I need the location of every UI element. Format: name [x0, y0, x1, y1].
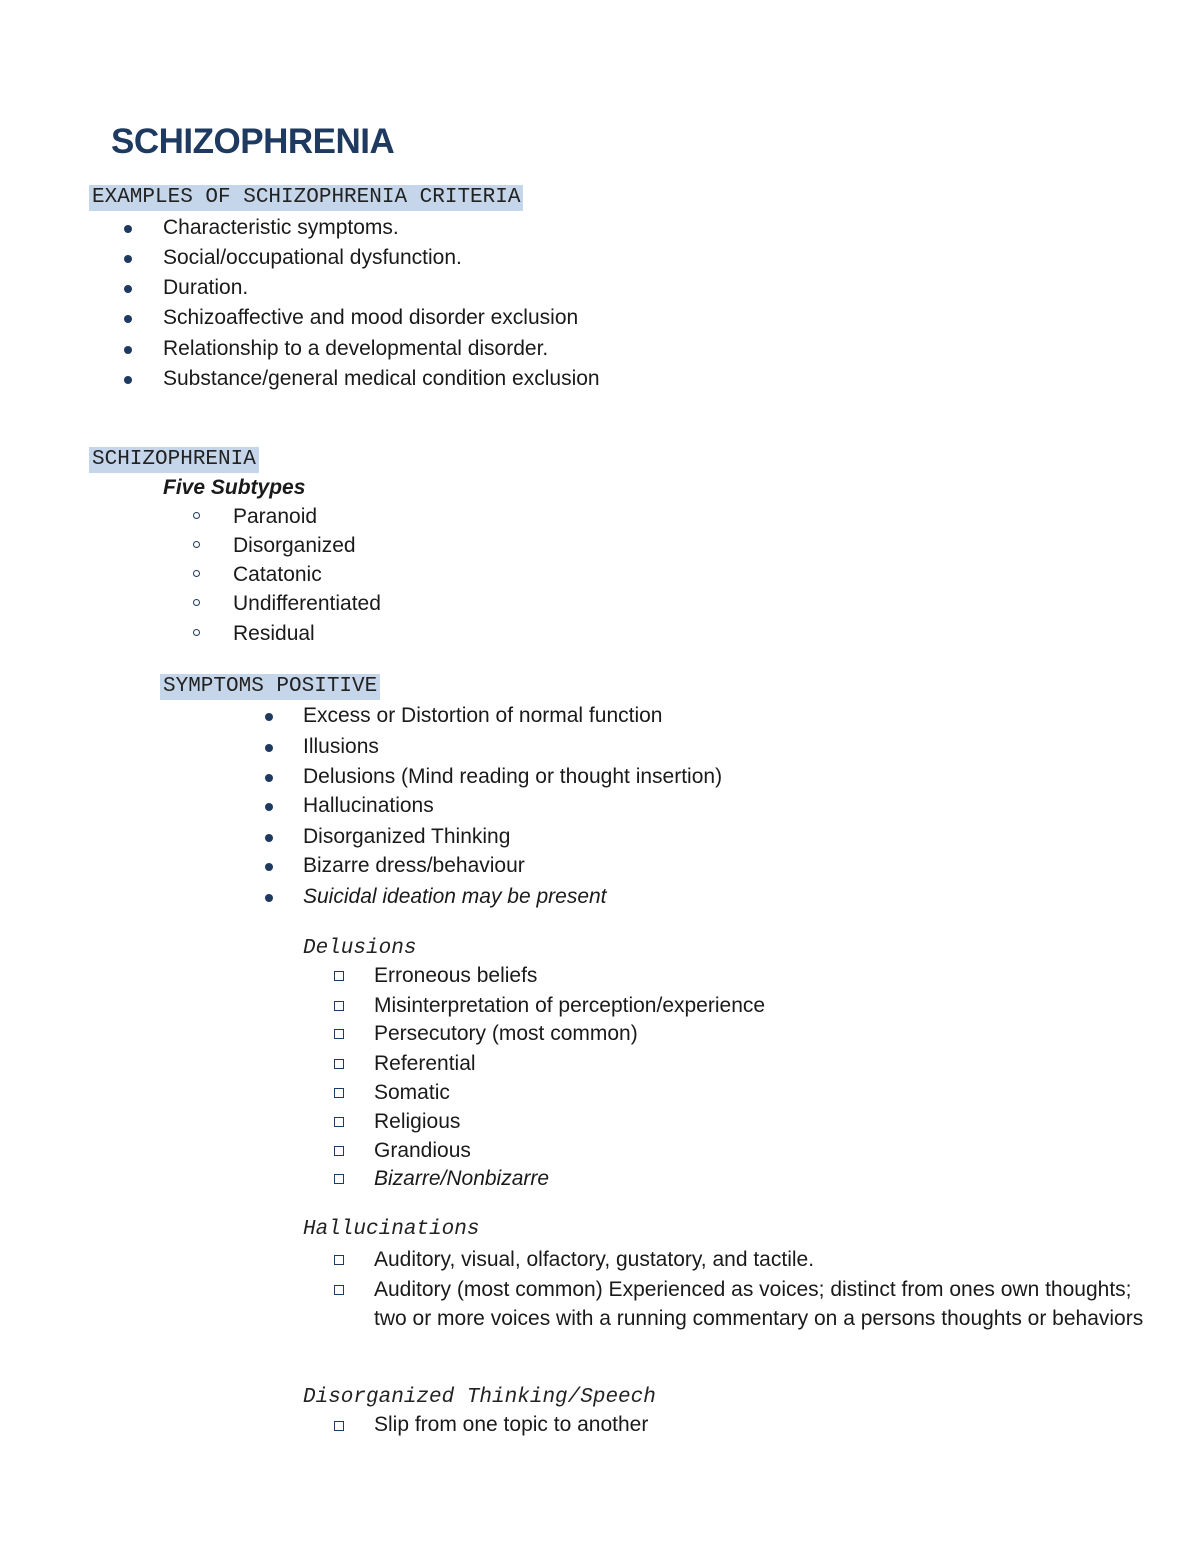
bullet-icon — [265, 774, 273, 782]
subtype-item: Catatonic — [233, 563, 322, 586]
criteria-item: Duration. — [163, 276, 249, 299]
positive-item: Illusions — [303, 735, 379, 758]
positive-item: Bizarre dress/behaviour — [303, 854, 525, 877]
positive-item: Hallucinations — [303, 794, 434, 817]
circle-bullet-icon — [193, 629, 200, 636]
subtype-item: Disorganized — [233, 534, 356, 557]
delusion-item: Erroneous beliefs — [374, 964, 538, 987]
checkbox-bullet-icon — [334, 1146, 344, 1156]
checkbox-bullet-icon — [334, 1088, 344, 1098]
bullet-icon — [265, 744, 273, 752]
delusion-item: Persecutory (most common) — [374, 1022, 638, 1045]
positive-item: Suicidal ideation may be present — [303, 885, 607, 908]
subtypes-label: Five Subtypes — [163, 476, 306, 499]
checkbox-bullet-icon — [334, 1001, 344, 1011]
positive-heading: SYMPTOMS POSITIVE — [160, 674, 380, 700]
delusion-item: Misinterpretation of perception/experience — [374, 994, 766, 1017]
checkbox-bullet-icon — [334, 1255, 344, 1265]
bullet-icon — [124, 285, 132, 293]
criteria-item: Substance/general medical condition exclusion — [163, 367, 600, 390]
delusion-item: Religious — [374, 1110, 461, 1133]
bullet-icon — [265, 834, 273, 842]
bullet-icon — [124, 255, 132, 263]
bullet-icon — [124, 346, 132, 354]
checkbox-bullet-icon — [334, 1117, 344, 1127]
checkbox-bullet-icon — [334, 1174, 344, 1184]
delusion-item: Bizarre/Nonbizarre — [374, 1167, 550, 1190]
circle-bullet-icon — [193, 512, 200, 519]
subtype-item: Undifferentiated — [233, 592, 381, 615]
checkbox-bullet-icon — [334, 971, 344, 981]
bullet-icon — [265, 803, 273, 811]
delusion-item: Referential — [374, 1052, 476, 1075]
hallucination-item: Auditory, visual, olfactory, gustatory, and tactile. — [374, 1248, 815, 1271]
delusion-item: Grandious — [374, 1139, 471, 1162]
delusions-heading: Delusions — [303, 937, 417, 960]
bullet-icon — [124, 225, 132, 233]
criteria-item: Social/occupational dysfunction. — [163, 246, 462, 269]
checkbox-bullet-icon — [334, 1285, 344, 1295]
disorganized-item: Slip from one topic to another — [374, 1413, 649, 1436]
checkbox-bullet-icon — [334, 1029, 344, 1039]
criteria-item: Relationship to a developmental disorder. — [163, 337, 549, 360]
circle-bullet-icon — [193, 570, 200, 577]
bullet-icon — [265, 713, 273, 721]
bullet-icon — [265, 863, 273, 871]
hallucinations-heading: Hallucinations — [303, 1218, 480, 1241]
checkbox-bullet-icon — [334, 1421, 344, 1431]
positive-item: Disorganized Thinking — [303, 825, 511, 848]
circle-bullet-icon — [193, 541, 200, 548]
disorganized-heading: Disorganized Thinking/Speech — [303, 1386, 656, 1409]
circle-bullet-icon — [193, 599, 200, 606]
subtype-item: Residual — [233, 622, 315, 645]
hallucination-item: Auditory (most common) Experienced as voices; distinct from ones own thoughts; two or more voices with a running commentary on a persons thoughts or behaviors — [374, 1278, 1144, 1330]
bullet-icon — [124, 315, 132, 323]
subtype-item: Paranoid — [233, 505, 318, 528]
checkbox-bullet-icon — [334, 1059, 344, 1069]
subtypes-heading: SCHIZOPHRENIA — [89, 447, 259, 473]
positive-item: Delusions (Mind reading or thought insertion) — [303, 765, 723, 788]
criteria-heading: EXAMPLES OF SCHIZOPHRENIA CRITERIA — [89, 185, 523, 211]
delusion-item: Somatic — [374, 1081, 450, 1104]
document-title: SCHIZOPHRENIA — [111, 122, 395, 161]
positive-item: Excess or Distortion of normal function — [303, 704, 663, 727]
bullet-icon — [265, 894, 273, 902]
bullet-icon — [124, 376, 132, 384]
criteria-item: Schizoaffective and mood disorder exclusion — [163, 306, 579, 329]
criteria-item: Characteristic symptoms. — [163, 216, 399, 239]
